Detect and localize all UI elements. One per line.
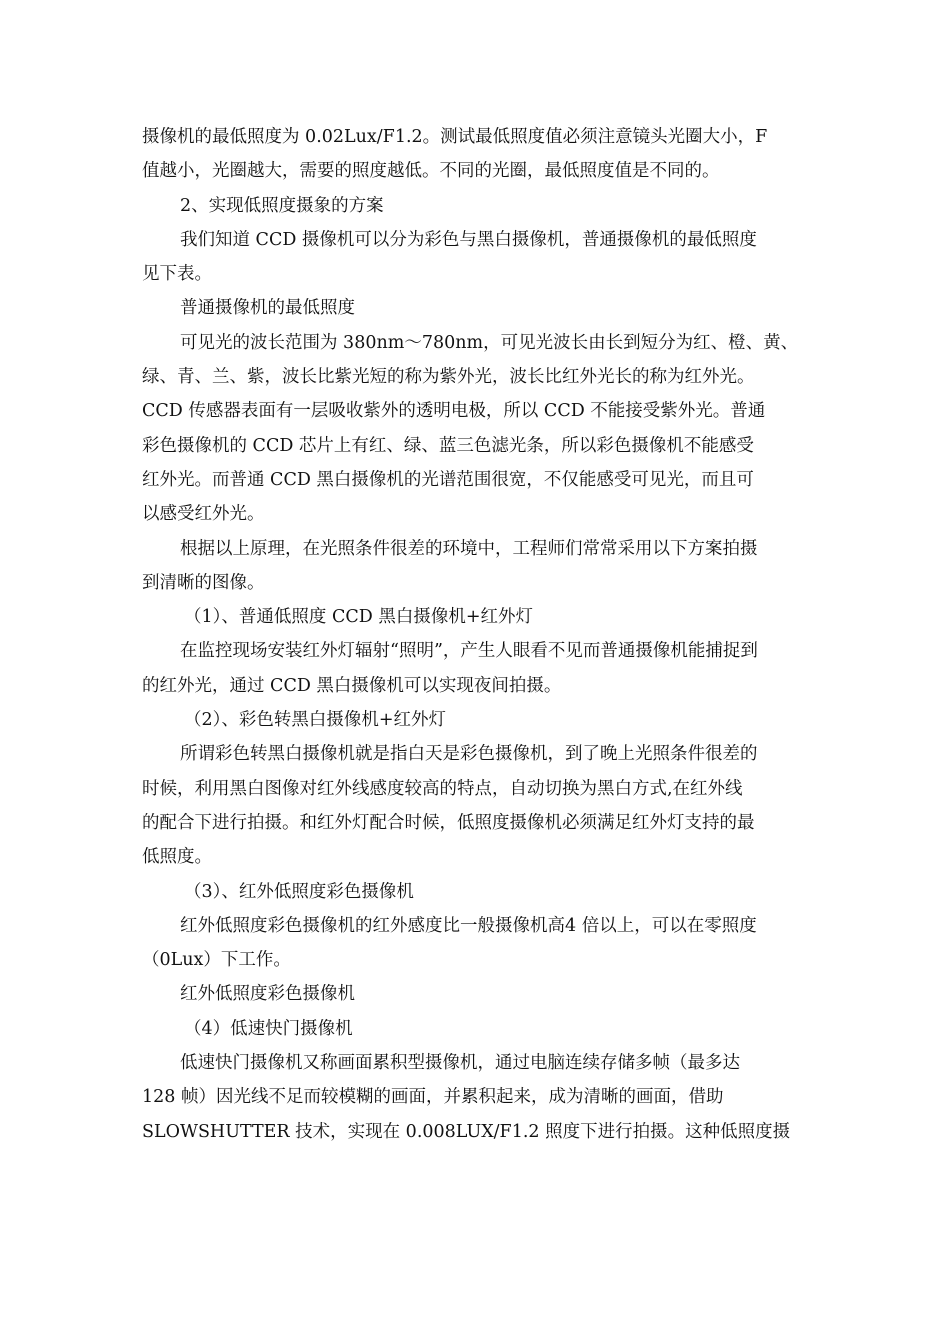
paragraph-line: 128 帧）因光线不足而较模糊的画面，并累积起来，成为清晰的画面，借助 xyxy=(142,1087,724,1108)
paragraph-line: 摄像机的最低照度为 0.02Lux/F1.2。测试最低照度值必须注意镜头光圈大小，F xyxy=(142,127,768,147)
paragraph-line: 根据以上原理，在光照条件很差的环境中，工程师们常常采用以下方案拍摄 xyxy=(180,538,758,559)
document-body xyxy=(142,120,810,1149)
paragraph-line: 以感受红外光。 xyxy=(142,504,265,525)
paragraph-line: 到清晰的图像。 xyxy=(142,572,265,593)
paragraph-line: 在监控现场安装红外灯辐射“照明”，产生人眼看不见而普通摄像机能捕捉到 xyxy=(180,641,758,662)
paragraph-line: （0Lux）下工作。 xyxy=(142,950,291,971)
paragraph-line: 低速快门摄像机又称画面累积型摄像机，通过电脑连续存储多帧（最多达 xyxy=(180,1053,740,1074)
paragraph-line: 的红外光，通过 CCD 黑白摄像机可以实现夜间拍摄。 xyxy=(142,675,562,696)
paragraph-line: 彩色摄像机的 CCD 芯片上有红、绿、蓝三色滤光条，所以彩色摄像机不能感受 xyxy=(142,435,754,456)
paragraph-line: 值越小，光圈越大，需要的照度越低。不同的光圈，最低照度值是不同的。 xyxy=(142,161,720,182)
table-caption: 普通摄像机的最低照度 xyxy=(180,298,355,319)
section-heading: （1）、普通低照度 CCD 黑白摄像机+红外灯 xyxy=(184,607,533,628)
paragraph-line: 所谓彩色转黑白摄像机就是指白天是彩色摄像机，到了晚上光照条件很差的 xyxy=(180,744,758,765)
paragraph-line: CCD 传感器表面有一层吸收紫外的透明电极，所以 CCD 不能接受紫外光。普通 xyxy=(142,401,766,422)
paragraph-line: 红外低照度彩色摄像机的红外感度比一般摄像机高4 倍以上，可以在零照度 xyxy=(180,915,757,936)
paragraph-line: 见下表。 xyxy=(142,264,212,285)
paragraph-line: 时候，利用黑白图像对红外线感度较高的特点，自动切换为黑白方式,在红外线 xyxy=(142,778,743,799)
section-heading: （4）低速快门摄像机 xyxy=(184,1018,353,1039)
section-heading: （3）、红外低照度彩色摄像机 xyxy=(184,881,414,902)
paragraph-line: 红外光。而普通 CCD 黑白摄像机的光谱范围很宽，不仅能感受可见光，而且可 xyxy=(142,469,754,490)
paragraph-line: 的配合下进行拍摄。和红外灯配合时候，低照度摄像机必须满足红外灯支持的最 xyxy=(142,812,755,833)
paragraph-line: SLOWSHUTTER 技术，实现在 0.008LUX/F1.2 照度下进行拍摄。这种低照度摄 xyxy=(142,1121,791,1142)
paragraph-line: 我们知道 CCD 摄像机可以分为彩色与黑白摄像机，普通摄像机的最低照度 xyxy=(180,229,757,250)
figure-caption: 红外低照度彩色摄像机 xyxy=(180,984,355,1005)
paragraph-line: 可见光的波长范围为 380nm～780nm，可见光波长由长到短分为红、橙、黄、 xyxy=(180,332,799,353)
paragraph-line: 绿、青、兰、紫，波长比紫光短的称为紫外光，波长比红外光长的称为红外光。 xyxy=(142,367,755,388)
section-heading: （2）、彩色转黑白摄像机+红外灯 xyxy=(184,710,447,731)
section-heading: 2、实现低照度摄象的方案 xyxy=(180,195,384,216)
paragraph-line: 低照度。 xyxy=(142,847,212,868)
